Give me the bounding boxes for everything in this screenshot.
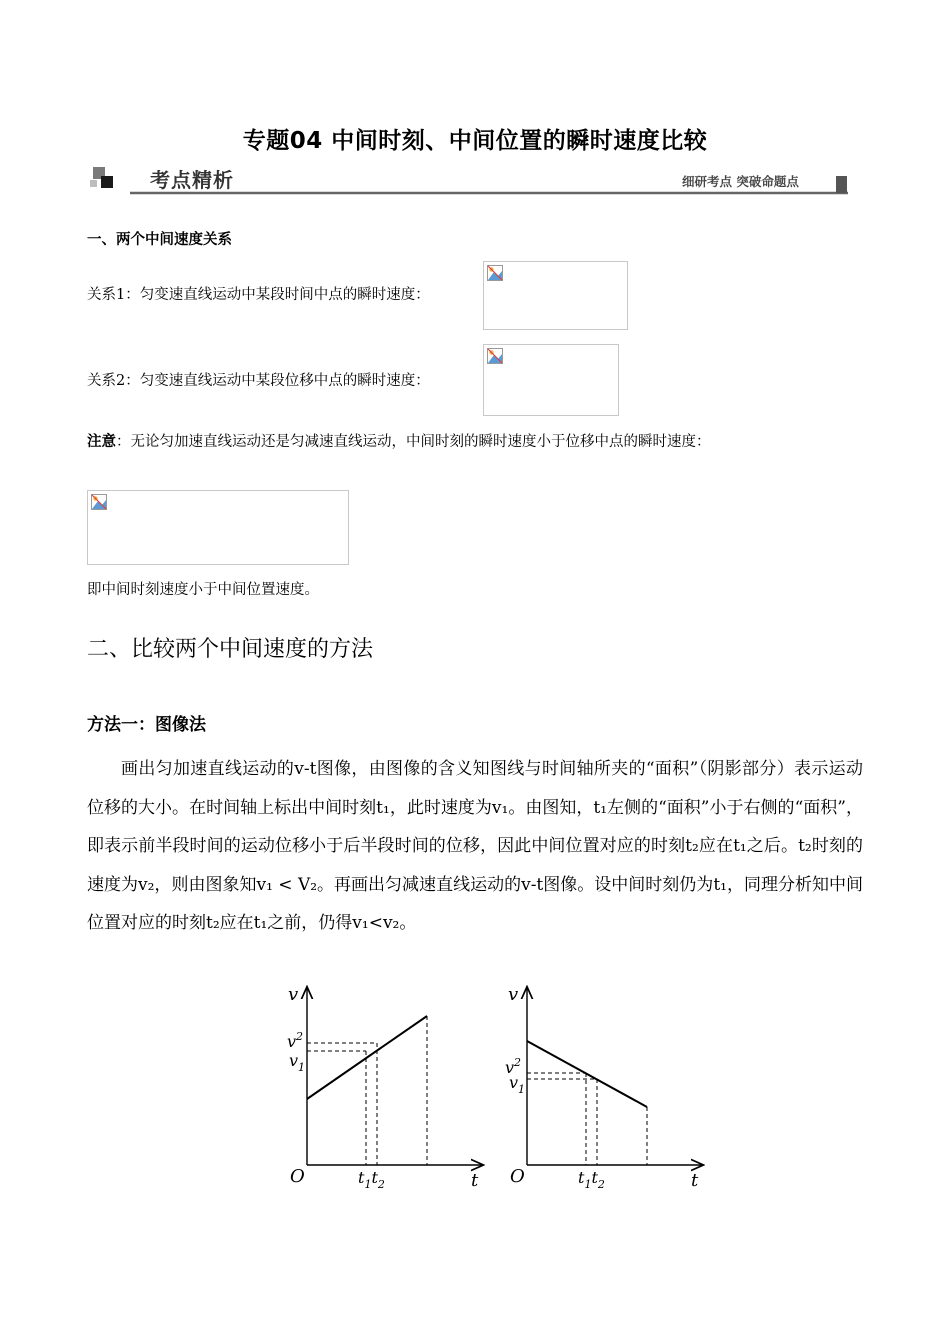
banner-end-mark bbox=[836, 176, 847, 193]
y-axis-label: v bbox=[288, 984, 299, 1005]
x-axis-label: t bbox=[471, 1170, 479, 1191]
method1-heading: 方法一：图像法 bbox=[87, 715, 206, 735]
formula-image bbox=[87, 490, 349, 565]
t1t2-label: $t_1t_2$ bbox=[358, 1168, 385, 1191]
origin-label: O bbox=[510, 1166, 525, 1187]
banner-label: 考点精析 bbox=[150, 168, 234, 192]
v2-label: $v^2$ bbox=[505, 1056, 522, 1077]
velocity-line bbox=[527, 1041, 647, 1107]
formula-image bbox=[483, 344, 619, 416]
banner-square-icon bbox=[101, 176, 113, 188]
section1-heading: 一、两个中间速度关系 bbox=[87, 232, 232, 248]
t1t2-label: $t_1t_2$ bbox=[578, 1168, 605, 1191]
banner-right-text: 细研考点 突破命题点 bbox=[682, 174, 799, 189]
note-text: ：无论匀加速直线运动还是匀减速直线运动，中间时刻的瞬时速度小于位移中点的瞬时速度： bbox=[116, 434, 711, 450]
note-label: 注意 bbox=[87, 434, 116, 450]
note-line bbox=[87, 430, 867, 451]
relation2-text: 关系2：匀变速直线运动中某段位移中点的瞬时速度： bbox=[87, 373, 430, 389]
broken-image-icon bbox=[487, 348, 503, 364]
formula-image bbox=[483, 261, 628, 330]
v1-label: $v_1$ bbox=[289, 1051, 306, 1074]
x-axis-label: t bbox=[691, 1170, 699, 1191]
broken-image-icon bbox=[487, 265, 503, 281]
method1-paragraph: 画出匀加速直线运动的v-t图像，由图像的含义知图线与时间轴所夹的“面积”（阴影部分）表示运动位移的大小。在时间轴上标出中间时刻t₁，此时速度为v₁。由图知，t₁左侧的“面积”小于右侧的“面积”，即表示前半段时间的运动位移小于后半段时间的位移，因此中间位置对应的时刻t₂应在t₁之后。t₂时刻的速度为v₂，则由图象知v₁ < V₂。再画出匀减速直线运动的v-t图像。设中间时刻仍为t₁，同理分析知中间位置对应的时刻t₂应在t₁之前，仍得v₁<v₂。 bbox=[87, 759, 863, 933]
conclusion-text: 即中间时刻速度小于中间位置速度。 bbox=[87, 582, 319, 598]
page-title: 专题04 中间时刻、中间位置的瞬时速度比较 bbox=[242, 128, 708, 154]
relation1-text: 关系1：匀变速直线运动中某段时间中点的瞬时速度： bbox=[87, 287, 430, 303]
vt-graph-accelerating bbox=[270, 978, 500, 1198]
banner-square-icon bbox=[90, 180, 97, 187]
v2-label: $v^2$ bbox=[287, 1030, 304, 1051]
velocity-line bbox=[307, 1016, 427, 1099]
broken-image-icon bbox=[91, 494, 107, 510]
y-axis-label: v bbox=[508, 984, 519, 1005]
origin-label: O bbox=[290, 1166, 305, 1187]
v1-label: $v_1$ bbox=[509, 1073, 526, 1096]
section2-heading: 二、比较两个中间速度的方法 bbox=[87, 637, 374, 662]
vt-graph-decelerating bbox=[490, 978, 720, 1198]
